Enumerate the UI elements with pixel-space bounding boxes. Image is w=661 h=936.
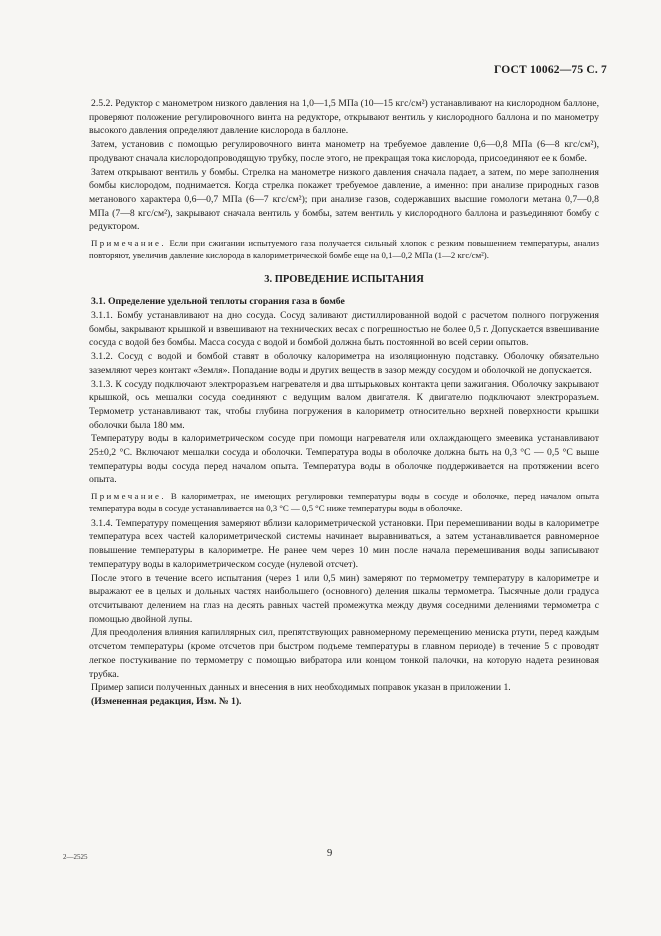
note-label: Примечание. [91,491,166,502]
paragraph-2-5-2: 2.5.2. Редуктор с манометром низкого давления на 1,0—1,5 МПа (10—15 кгс/см²) устанавливают на кислородном баллоне, проверяют положение регулировочного винта на редукторе, открывают вентиль у кислородного баллона и по манометру высокого давления определяют давление кислорода в баллоне. [89,98,599,137]
paragraph-example: Пример записи полученных данных и внесения в них необходимых поправок указан в приложении 1. [91,682,511,694]
page-number: 9 [327,848,333,859]
paragraph-capillary: Для преодоления влияния капиллярных сил, препятствующих равномерному перемещению мениска ртути, перед каждым отсчетом температуры (кроме отсчетов при быстром подъеме температуры в главном периоде) в течение 5 с проводят легкое постукивание по термометру с помощью вибратора или концом тонкой палочки, на которую надета резиновая трубка. [89,627,599,680]
note-label: Примечание. [91,238,166,249]
subsection-heading: 3.1. Определение удельной теплоты сгорания газа в бомбе [91,296,345,308]
note-text: В калориметрах, не имеющих регулировки температуры воды в сосуде и оболочке, перед началом опыта температура воды в сосуде устанавливается на 0,3 °С — 0,5 °С ниже температуры воды в оболочке. [89,491,599,514]
note-pressure [89,237,599,262]
section-heading: 3. ПРОВЕДЕНИЕ ИСПЫТАНИЯ [264,273,424,285]
paragraph-open-valve: Затем открывают вентиль у бомбы. Стрелка на манометре низкого давления сначала падает, а затем, по мере заполнения бомбы кислородом, поднимается. Когда стрелка покажет требуемое давление, а именно: при анализе природных газов метанового характера 0,6—0,7 МПа (6—7 кгс/см²); при анализе газов, содержавших высшие гомологи метана 0,7—0,8 МПа (7—8 кгс/см²), закрывают сначала вентиль у бомбы, затем вентиль у кислородного баллона и разъединяют бомбу с редуктором. [89,166,599,233]
running-header: ГОСТ 10062—75 С. 7 [494,64,607,76]
paragraph-3-1-4: 3.1.4. Температуру помещения замеряют вблизи калориметрической установки. При перемешивании воды в калориметре температура всех частей калориметрической системы начинает выравниваться, а затем устанавливается равномерное повышение температуры в калориметре. Не ранее чем через 10 мин после начала перемешивания воды записывают температуру воды в калориметрическом сосуде (нулевой отсчет). [89,517,599,570]
paragraph-3-1-2: 3.1.2. Сосуд с водой и бомбой ставят в оболочку калориметра на изоляционную подставку. Оболочку обязательно заземляют через контакт «Земля». Попадание воды и других веществ в зазор между сосудом и оболочкой не допускается. [89,351,599,376]
note-calorimeter [89,490,599,515]
note-text: Если при сжигании испытуемого газа получается сильный хлопок с резким повышением температуры, анализ повторяют, увеличив давление кислорода в калориметрической бомбе еще на 0,1—0,2 МПа (1—2 кгс/см²). [89,238,599,261]
document-body [89,97,599,709]
paragraph-3-1-1: 3.1.1. Бомбу устанавливают на дно сосуда. Сосуд заливают дистиллированной водой с расчетом полного погружения бомбы, закрывают крышкой и взвешивают на технических весах с погрешностью не более 0,5 г. Допускается взвешивание сосуда с водой без бомбы. Масса сосуда с водой и бомбой должна быть постоянной во всей серии опытов. [89,310,599,349]
paragraph-measurements: После этого в течение всего испытания (через 1 или 0,5 мин) замеряют по термометру температуру в калориметре и выражают ее в целых и дольных частях наибольшего (основного) деления шкалы термометра. Тысячные доли градуса отсчитывают делением на глаз на десять равных частей промежутка между двумя соседними делениями термометра с помощью двойной лупы. [89,572,599,625]
amendment-note: (Измененная редакция, Изм. № 1). [91,695,242,707]
paragraph-3-1-3: 3.1.3. К сосуду подключают электроразъем нагревателя и два штырьковых контакта цепи зажигания. Оболочку закрывают крышкой, ось мешалки сосуда соединяют с ведущим валом двигателя. К двигателю подключают электроразъем. Термометр устанавливают так, чтобы глубина погружения в калориметр относительно верхней поверхности крышки оболочки была 180 мм. [89,378,599,431]
paragraph-water-temperature: Температуру воды в калориметрическом сосуде при помощи нагревателя или охлаждающего змеевика устанавливают 25±0,2 °С. Включают мешалки сосуда и оболочки. Температура воды в оболочке должна быть на 0,3 °С — 0,5 °С выше температуры воды сосуда перед началом опыта. Температура воды в оболочке поддерживается на протяжении всего опыта. [89,433,599,486]
print-mark: 2—2525 [63,853,88,861]
paragraph-pressure-setup: Затем, установив с помощью регулировочного винта манометр на требуемое давление 0,6—0,8 МПа (6—8 кгс/см²), продувают сначала кислородопроводящую трубку, после этого, не прекращая тока кислорода, присоединяют ее к бомбе. [89,139,599,164]
